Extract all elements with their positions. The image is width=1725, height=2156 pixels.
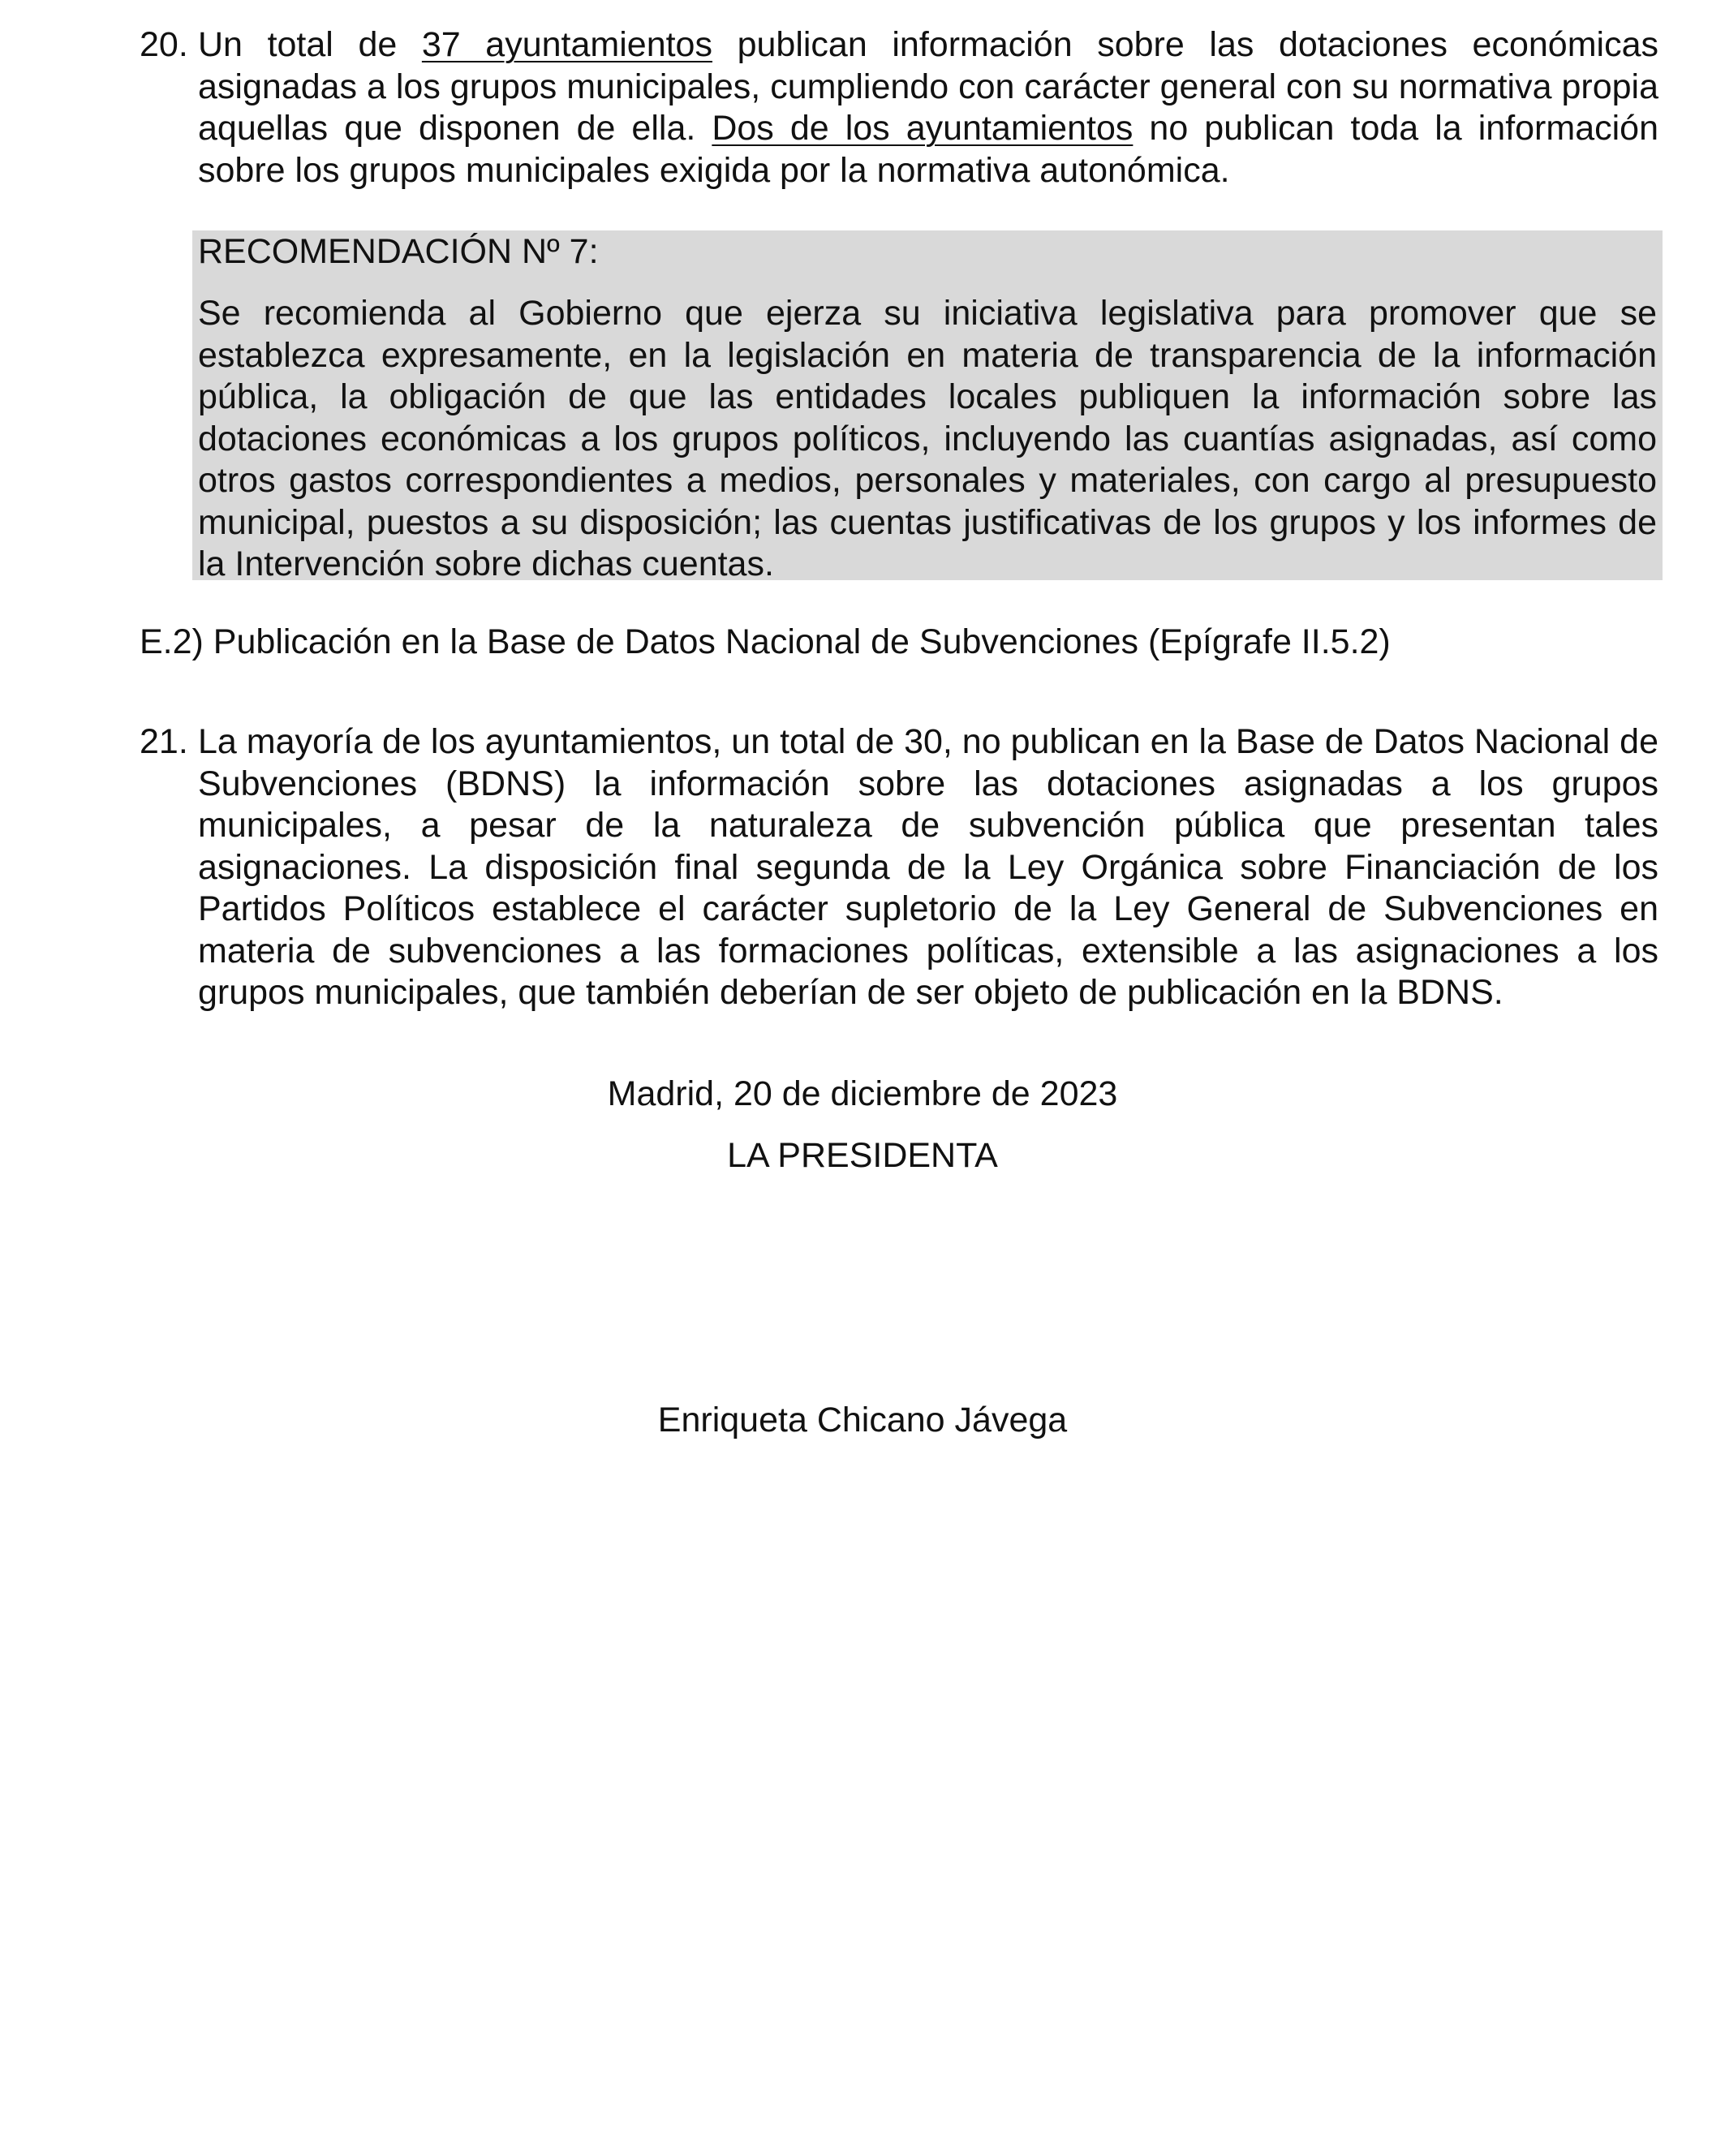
recommendation-title: RECOMENDACIÓN Nº 7: bbox=[198, 232, 599, 271]
place-date: Madrid, 20 de diciembre de 2023 bbox=[607, 1074, 1118, 1113]
paragraph-number: 20. bbox=[140, 25, 188, 64]
recommendation-text: Se recomienda al Gobierno que ejerza su iniciativa legislativa para promover que se establezca expresamente, en la legislación en materia de transparencia de la información pública, la obligación de que las entidades locales publiquen la información sobre las dotaciones económicas a los grupos políticos, incluyendo las cuantías asignadas, así como otros gastos correspondientes a medios, personales y materiales, con cargo al presupuesto municipal, puestos a su disposición; las cuentas justificativas de los grupos y los informes de la Intervención sobre dichas cuentas. bbox=[198, 294, 1657, 583]
underlined-phrase: Dos de los ayuntamientos bbox=[712, 109, 1134, 148]
paragraph-21 bbox=[140, 721, 1658, 1014]
recommendation-box bbox=[192, 230, 1663, 583]
section-heading: E.2) Publicación en la Base de Datos Nacional de Subvenciones (Epígrafe II.5.2) bbox=[140, 622, 1391, 661]
paragraph-number: 21. bbox=[140, 722, 188, 761]
signatory-role: LA PRESIDENTA bbox=[727, 1136, 998, 1175]
underlined-phrase: 37 ayuntamientos bbox=[421, 25, 712, 64]
paragraph-text: Un total de 37 ayuntamientos publican información sobre las dotaciones económicas asignadas a los grupos municipales, cumpliendo con carácter general con su normativa propia aquellas que disponen de ella. Dos de los ayuntamientos no publican toda la información sobre los grupos municipales exigida por la normativa autonómica. bbox=[198, 25, 1658, 190]
paragraph-20 bbox=[140, 24, 1658, 192]
signatory-name: Enriqueta Chicano Jávega bbox=[657, 1401, 1068, 1439]
paragraph-text: La mayoría de los ayuntamientos, un total de 30, no publican en la Base de Datos Nacional de Subvenciones (BDNS) la información sobre las dotaciones asignadas a los grupos municipales, a pesar de la naturaleza de subvención pública que presentan tales asignaciones. La disposición final segunda de la Ley Orgánica sobre Financiación de los Partidos Políticos establece el carácter supletorio de la Ley General de Subvenciones en materia de subvenciones a las formaciones políticas, extensible a las asignaciones a los grupos municipales, que también deberían de ser objeto de publicación en la BDNS. bbox=[198, 722, 1658, 1012]
